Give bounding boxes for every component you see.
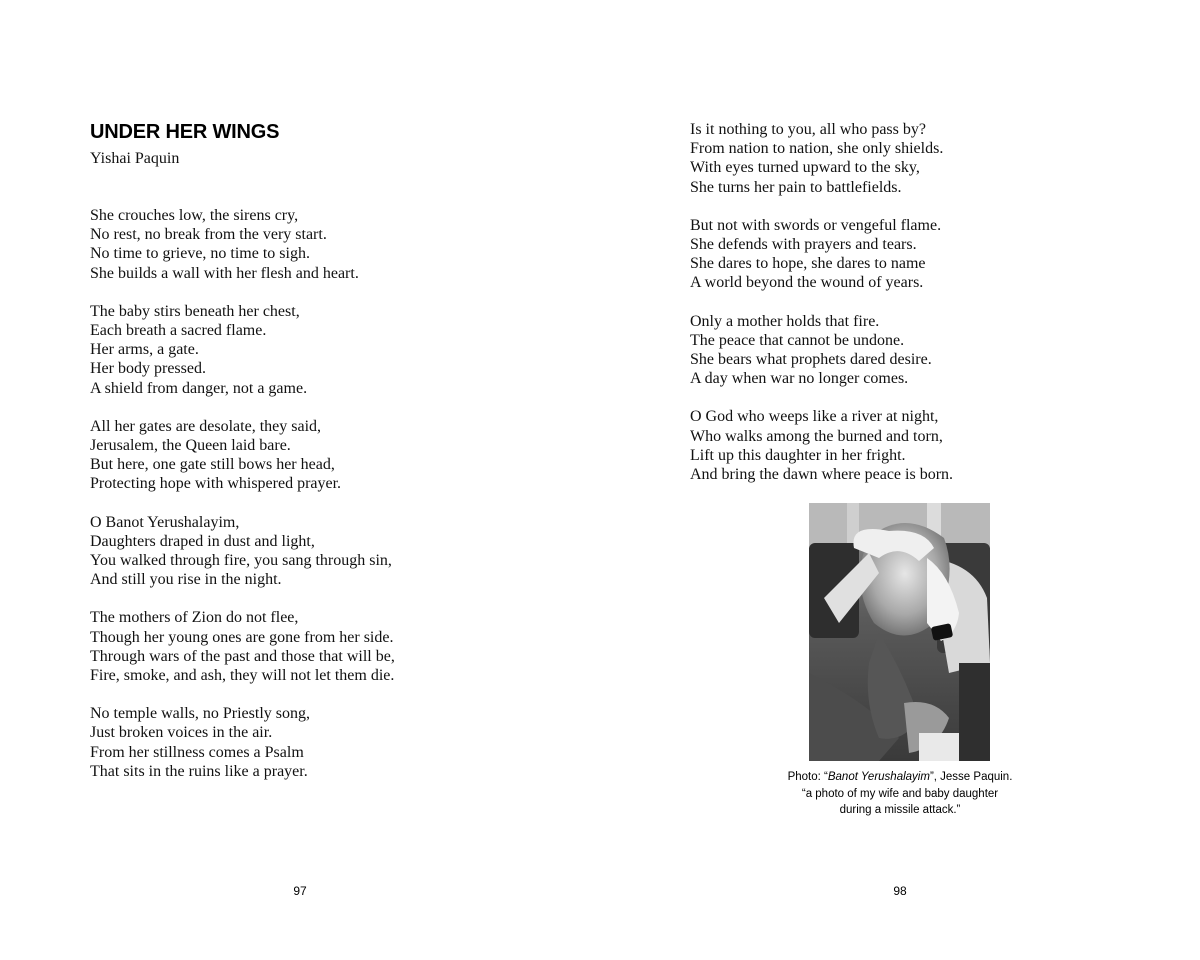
- right-page: [600, 0, 1200, 960]
- poem-line: She crouches low, the sirens cry,: [90, 207, 299, 224]
- stanza: [690, 312, 1170, 389]
- caption-line-2: “a photo of my wife and baby daughter: [801, 787, 999, 800]
- caption-prefix: Photo: “: [787, 771, 828, 783]
- poem-line: Fire, smoke, and ash, they will not let them die.: [90, 667, 395, 685]
- poem-line: She turns her pain to battlefields.: [690, 178, 902, 196]
- poem-line: No time to grieve, no time to sigh.: [90, 245, 310, 263]
- poem-line: But not with swords or vengeful flame.: [690, 216, 942, 234]
- poem-line: No rest, no break from the very start.: [90, 226, 327, 244]
- stanza: [90, 513, 570, 590]
- page-number: 98: [893, 884, 907, 898]
- poem-line: The mothers of Zion do not flee,: [90, 609, 299, 627]
- photo: [809, 503, 990, 761]
- poem-line: Only a mother holds that fire.: [690, 312, 880, 330]
- poem-line: Though her young ones are gone from her side.: [90, 628, 394, 646]
- poem-line: O Banot Yerushalayim,: [90, 513, 240, 531]
- poem-line: But here, one gate still bows her head,: [90, 456, 335, 474]
- poem-line: She builds a wall with her flesh and heart.: [90, 264, 359, 282]
- poem-line: Daughters draped in dust and light,: [90, 532, 315, 550]
- poem-line: Her body pressed.: [90, 360, 206, 378]
- poem-line: She bears what prophets dared desire.: [690, 351, 932, 369]
- photo-caption: [750, 769, 1050, 819]
- poem-line: The baby stirs beneath her chest,: [90, 302, 300, 320]
- poem-line: Jerusalem, the Queen laid bare.: [90, 437, 291, 455]
- poem-line: She dares to hope, she dares to name: [690, 255, 926, 273]
- poem-line: All her gates are desolate, they said,: [90, 417, 322, 435]
- poem-line: From nation to nation, she only shields.: [690, 140, 944, 158]
- caption-photo-title: Banot Yerushalayim: [827, 771, 930, 783]
- poem-line: With eyes turned upward to the sky,: [690, 159, 920, 177]
- poem-line: Protecting hope with whispered prayer.: [90, 475, 342, 493]
- poem-line: Is it nothing to you, all who pass by?: [690, 121, 926, 138]
- poem-line: A world beyond the wound of years.: [690, 274, 924, 292]
- caption-line-3: during a missile attack.”: [839, 804, 961, 816]
- poem-line: You walked through fire, you sang through sin,: [90, 552, 392, 570]
- poem-author: Yishai Paquin: [90, 150, 180, 167]
- poem-line: O God who weeps like a river at night,: [690, 408, 939, 426]
- poem-body-right: [690, 120, 1170, 503]
- poem-line: A shield from danger, not a game.: [90, 379, 308, 397]
- poem-line: Who walks among the burned and torn,: [690, 427, 943, 445]
- photo-image: [809, 503, 990, 761]
- poem-line: No temple walls, no Priestly song,: [90, 705, 310, 723]
- poem-line: Through wars of the past and those that will be,: [90, 647, 395, 665]
- stanza: [690, 407, 1170, 484]
- poem-line: A day when war no longer comes.: [690, 370, 909, 388]
- poem-line: That sits in the ruins like a prayer.: [90, 762, 308, 780]
- poem-line: And bring the dawn where peace is born.: [690, 466, 954, 484]
- poem-line: From her stillness comes a Psalm: [90, 743, 304, 761]
- poem-line: Each breath a sacred flame.: [90, 322, 267, 340]
- poem-line: And still you rise in the night.: [90, 571, 282, 589]
- caption-suffix: ”, Jesse Paquin.: [929, 771, 1013, 783]
- poem-line: Lift up this daughter in her fright.: [690, 446, 906, 464]
- stanza: [690, 216, 1170, 293]
- page-number: 97: [293, 884, 307, 898]
- stanza: [90, 302, 570, 398]
- caption-line-1: [750, 769, 1050, 786]
- poem-title: UNDER HER WINGS: [90, 121, 280, 143]
- stanza: [90, 704, 570, 781]
- poem-line: The peace that cannot be undone.: [690, 331, 905, 349]
- poem-body-left: [90, 206, 570, 800]
- poem-line: Her arms, a gate.: [90, 341, 199, 359]
- stanza: [690, 120, 1170, 197]
- poem-line: She defends with prayers and tears.: [690, 236, 917, 254]
- stanza: [90, 417, 570, 494]
- stanza: [90, 608, 570, 685]
- poem-line: Just broken voices in the air.: [90, 724, 273, 742]
- stanza: [90, 206, 570, 283]
